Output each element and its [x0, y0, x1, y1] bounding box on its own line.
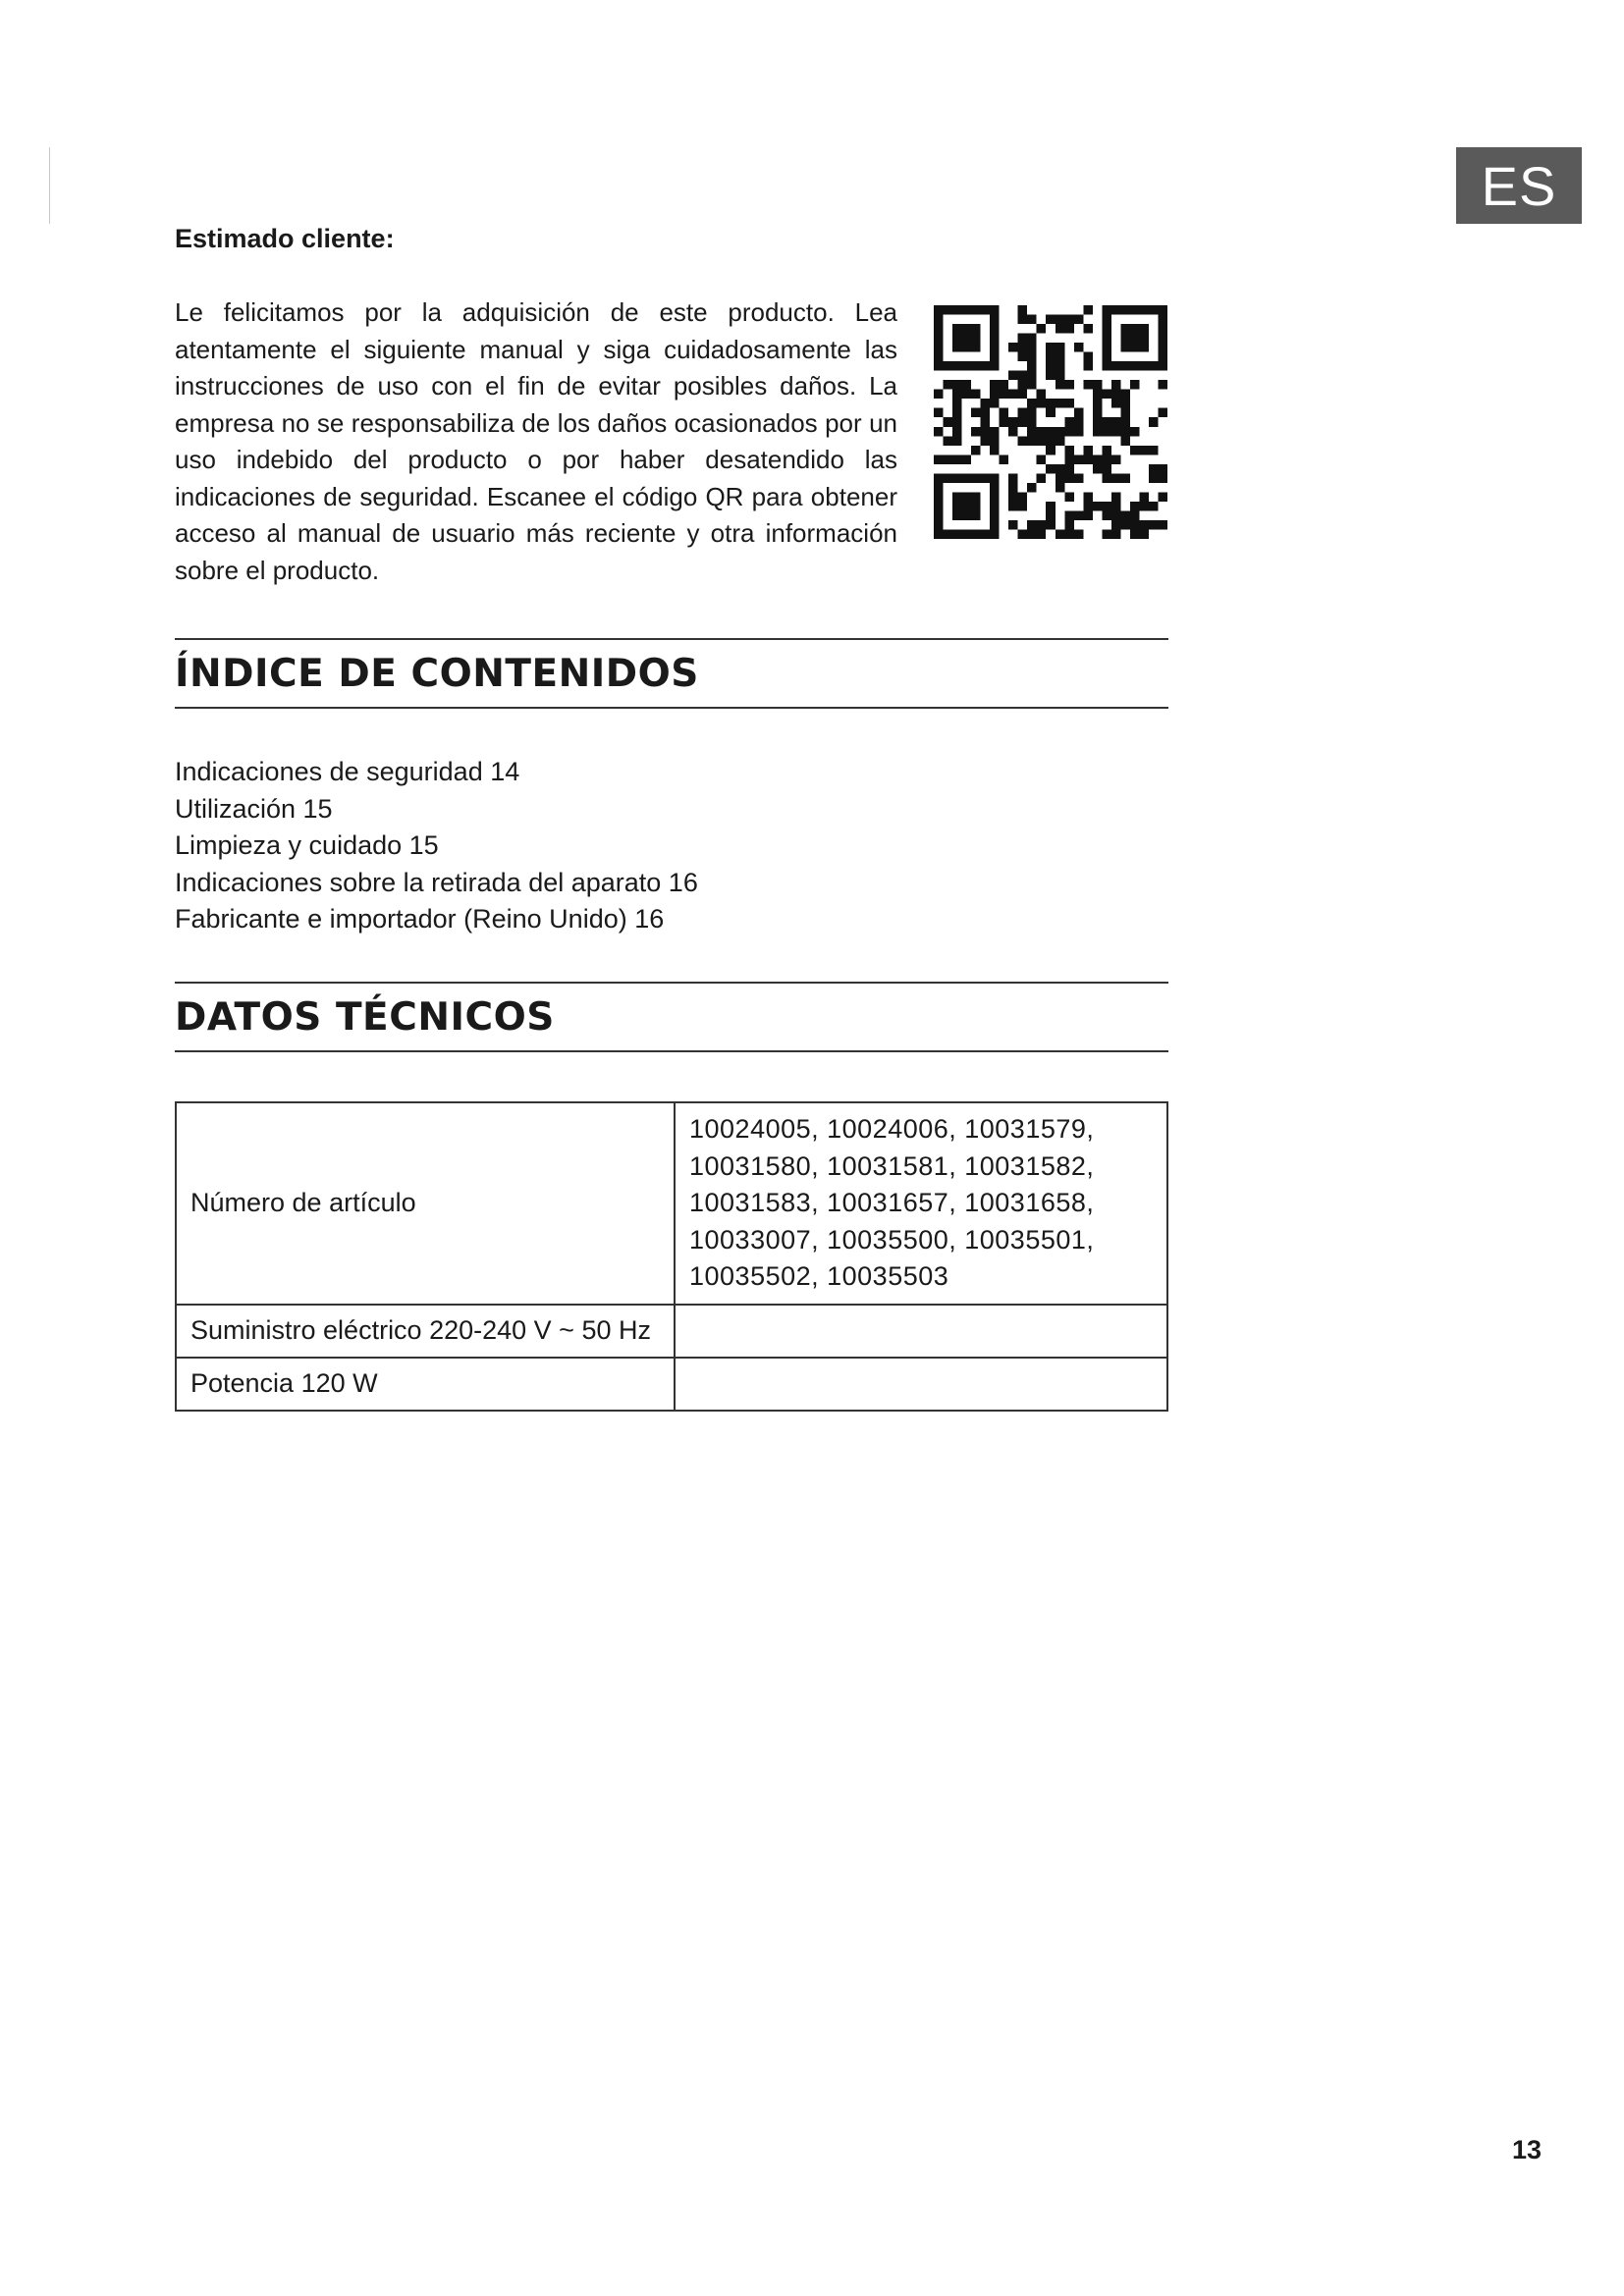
- toc-list: [175, 754, 698, 938]
- toc-item: Fabricante e importador (Reino Unido) 16: [175, 904, 665, 934]
- table-cell-value: [675, 1305, 1167, 1358]
- article-numbers-line: 10035502, 10035503: [689, 1261, 949, 1291]
- table-row: [176, 1102, 1167, 1305]
- margin-line: [49, 147, 50, 224]
- toc-item: Indicaciones de seguridad 14: [175, 757, 520, 786]
- article-numbers-line: 10024005, 10024006, 10031579,: [689, 1114, 1095, 1144]
- table-row: [176, 1358, 1167, 1411]
- toc-item: Utilización 15: [175, 793, 333, 824]
- technical-data-table: [175, 1101, 1168, 1412]
- technical-data-title: DATOS TÉCNICOS: [175, 982, 1168, 1052]
- article-numbers-line: 10033007, 10035500, 10035501,: [689, 1224, 1095, 1255]
- table-row: [176, 1305, 1167, 1358]
- page-number: 13: [1512, 2135, 1543, 2164]
- table-cell-label: Suministro eléctrico 220-240 V ~ 50 Hz: [176, 1305, 675, 1358]
- qr-code-icon: [934, 302, 1167, 542]
- article-numbers-cell: [675, 1102, 1167, 1305]
- toc-item: Limpieza y cuidado 15: [175, 830, 439, 860]
- language-tab: ES: [1456, 147, 1582, 224]
- table-cell-label: Potencia 120 W: [176, 1358, 675, 1411]
- greeting: Estimado cliente:: [175, 224, 395, 253]
- intro-paragraph: Le felicitamos por la adquisición de este producto. Lea atentamente el siguiente manual y siga cuidadosamente las instrucciones de uso con el fin de evitar posibles daños. La empresa no se responsabiliza de los daños ocasionados por un uso indebido del producto o por haber desatendido las indicaciones de seguridad. Escanee el código QR para obtener acceso al manual de usuario más reciente y otra información sobre el producto.: [175, 297, 897, 585]
- table-cell-label: Número de artículo: [176, 1102, 675, 1305]
- toc-title: ÍNDICE DE CONTENIDOS: [175, 638, 1168, 709]
- article-numbers-line: 10031580, 10031581, 10031582,: [689, 1150, 1095, 1181]
- toc-item: Indicaciones sobre la retirada del aparato 16: [175, 867, 698, 897]
- table-cell-value: [675, 1358, 1167, 1411]
- article-numbers-line: 10031583, 10031657, 10031658,: [689, 1188, 1095, 1217]
